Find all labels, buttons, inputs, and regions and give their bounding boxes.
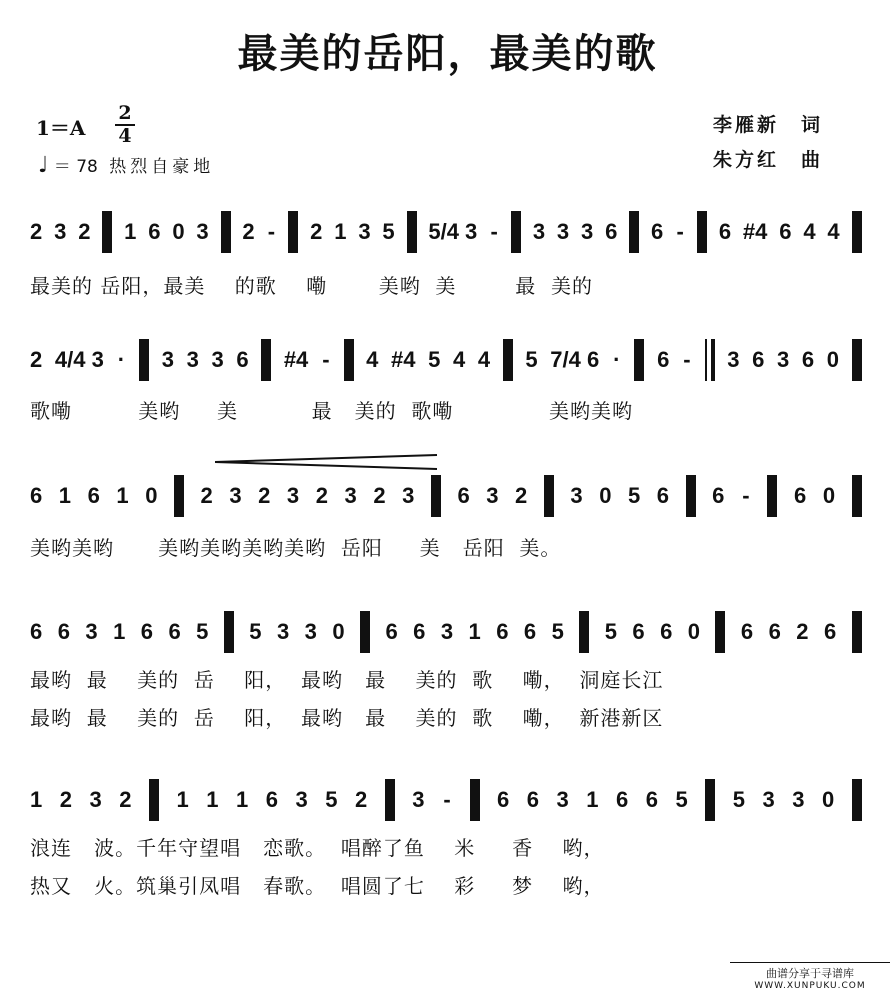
barline <box>470 779 480 821</box>
note: 6 <box>712 483 725 508</box>
note: · <box>117 347 126 372</box>
note: 6 <box>140 619 153 644</box>
note: 0 <box>599 483 612 508</box>
note: 3 <box>344 483 357 508</box>
note: - <box>322 347 330 372</box>
note: 3 <box>286 483 300 508</box>
barline <box>852 611 862 653</box>
note: 3 <box>54 219 67 244</box>
staff-row-5 <box>30 780 862 898</box>
note: 5 <box>382 219 395 244</box>
time-signature <box>115 104 135 146</box>
note: 5 <box>196 619 209 644</box>
lyrics-row-3-line-1: 美哟美哟 美哟美哟美哟美哟 岳阳 美 岳阳 美。 <box>30 536 562 560</box>
note: 2 <box>515 483 528 508</box>
note: - <box>267 219 276 244</box>
note: 1 <box>116 483 129 508</box>
lyrics-row-4-line-1: 最哟 最 美的 岳 阳， 最哟 最 美的 歌 嘞， 洞庭长江 <box>30 668 664 692</box>
tempo-expression: 热烈自豪地 <box>109 157 215 177</box>
lyrics-row-4-line-2: 最哟 最 美的 岳 阳， 最哟 最 美的 歌 嘞， 新港新区 <box>30 706 664 730</box>
note: · <box>613 347 621 372</box>
barline <box>344 339 354 381</box>
note: 5 <box>627 483 641 508</box>
note: 6 <box>168 619 181 644</box>
barline <box>852 339 862 381</box>
note: - <box>676 219 684 244</box>
lyrics-row-5-line-2: 热又 火。筑巢引凤唱 春歌。 唱圆了七 彩 梦 哟， <box>30 874 605 898</box>
note: 3 <box>581 219 594 244</box>
note: 6 <box>632 619 645 644</box>
barline <box>634 339 644 381</box>
barline <box>139 339 149 381</box>
note: 3 <box>776 347 790 372</box>
barline <box>686 475 696 517</box>
staff-row-1 <box>30 212 862 298</box>
note: 5 <box>428 347 441 372</box>
notes-row-4 <box>30 612 862 652</box>
note: 2 <box>310 219 323 244</box>
note: 2 <box>119 787 132 812</box>
note: 6 <box>660 619 673 644</box>
note: 3 <box>89 787 102 812</box>
notes-row-1 <box>30 212 862 252</box>
barline <box>697 211 707 253</box>
key-signature: 1＝A <box>36 116 86 140</box>
note: 6 <box>616 787 629 812</box>
note: - <box>490 219 498 244</box>
note: 2 <box>30 219 43 244</box>
barline <box>579 611 589 653</box>
staff-row-3 <box>30 476 862 560</box>
repeat-sign <box>705 339 715 381</box>
lyrics-row-1-line-1: 最美的 岳阳，最美 的歌 嘞 美哟 美 最 美的 <box>30 274 594 298</box>
note: - <box>443 787 451 812</box>
note: 6 <box>385 619 398 644</box>
note: 6 <box>413 619 426 644</box>
note: 4 <box>453 347 466 372</box>
note: 1 <box>58 483 72 508</box>
footer-url[interactable]: WWW.XUNPUKU.COM <box>754 981 866 991</box>
note: 1 <box>176 787 189 812</box>
note: 6 <box>718 219 732 244</box>
note: 6 <box>497 787 510 812</box>
note: 1 <box>334 219 347 244</box>
composer-credit: 朱方红 曲 <box>713 149 824 171</box>
note: #4 <box>283 347 309 372</box>
note: 3 <box>532 219 546 244</box>
note: 5/4 3 <box>428 219 478 244</box>
tempo-bpm: ＝ 78 <box>53 157 98 177</box>
note: 0 <box>822 787 835 812</box>
note: 5 <box>604 619 617 644</box>
crescendo-wedge <box>215 454 440 470</box>
note: 6 <box>526 787 539 812</box>
note: 1 <box>124 219 137 244</box>
barline <box>407 211 417 253</box>
barline <box>503 339 513 381</box>
note: 6 <box>265 787 278 812</box>
note: 2 <box>355 787 368 812</box>
note: 1 <box>206 787 219 812</box>
note: 0 <box>172 219 185 244</box>
note: 6 <box>656 483 670 508</box>
note: 3 <box>792 787 805 812</box>
note: 2 <box>78 219 91 244</box>
note: 2 <box>315 483 328 508</box>
note: 6 <box>496 619 509 644</box>
note: 6 <box>236 347 249 372</box>
note: 6 <box>657 347 670 372</box>
note: 3 <box>402 483 415 508</box>
barline <box>261 339 271 381</box>
footer-watermark <box>730 962 890 991</box>
note: 3 <box>186 347 199 372</box>
note: 4 <box>477 347 491 372</box>
note: 6 <box>768 619 781 644</box>
note: 3 <box>412 787 425 812</box>
note: 7/4 6 <box>550 347 600 372</box>
note: 5 <box>525 347 538 372</box>
barline <box>544 475 554 517</box>
note: 3 <box>276 619 290 644</box>
barline <box>852 779 862 821</box>
time-signature-top: 2 <box>118 102 132 124</box>
note: 2 <box>242 219 255 244</box>
note: 4 <box>803 219 816 244</box>
barline <box>288 211 298 253</box>
notes-row-2 <box>30 340 862 380</box>
note: 4 <box>366 347 379 372</box>
note: 1 <box>30 787 43 812</box>
note: 6 <box>752 347 765 372</box>
barline <box>385 779 395 821</box>
barline <box>715 611 725 653</box>
note: 6 <box>605 219 618 244</box>
barline <box>174 475 184 517</box>
note: 6 <box>651 219 664 244</box>
note: 1 <box>236 787 249 812</box>
barline <box>431 475 441 517</box>
note: 6 <box>779 219 792 244</box>
barline <box>852 475 862 517</box>
note: 6 <box>30 483 43 508</box>
barline <box>767 475 777 517</box>
barline <box>360 611 370 653</box>
note: 6 <box>457 483 470 508</box>
footer-line-1: 曲谱分享于寻谱库 <box>766 967 854 980</box>
note: 3 <box>295 787 308 812</box>
note: #4 <box>391 347 416 372</box>
barline <box>705 779 715 821</box>
staff-row-4 <box>30 612 862 730</box>
barline <box>224 611 234 653</box>
note: 3 <box>727 347 740 372</box>
tempo-marking <box>38 152 214 178</box>
note: 3 <box>570 483 583 508</box>
barline <box>852 211 862 253</box>
note: 1 <box>586 787 599 812</box>
note: 5 <box>551 619 564 644</box>
note: 6 <box>645 787 658 812</box>
score-title: 最美的岳阳，最美的歌 <box>237 31 658 77</box>
note: 0 <box>826 347 839 372</box>
note: 4/4 3 <box>54 347 104 372</box>
note: - <box>742 483 750 508</box>
note: 3 <box>161 347 174 372</box>
note: 6 <box>57 619 70 644</box>
note: 2 <box>200 483 213 508</box>
note: 6 <box>87 483 100 508</box>
note: 0 <box>145 483 158 508</box>
note: 6 <box>523 619 537 644</box>
note: 0 <box>332 619 345 644</box>
note: 3 <box>556 787 569 812</box>
barline <box>629 211 639 253</box>
note: 6 <box>794 483 807 508</box>
note: 3 <box>762 787 775 812</box>
note: 3 <box>229 483 242 508</box>
notes-row-5 <box>30 780 862 820</box>
note: 0 <box>687 619 700 644</box>
note: 3 <box>440 619 454 644</box>
note: 0 <box>822 483 836 508</box>
barline <box>149 779 159 821</box>
note: 6 <box>823 619 837 644</box>
note: 5 <box>675 787 688 812</box>
note: 3 <box>556 219 570 244</box>
note: 5 <box>249 619 262 644</box>
note: 1 <box>113 619 126 644</box>
note: 6 <box>148 219 161 244</box>
notes-row-3 <box>30 476 862 516</box>
staff-row-2 <box>30 340 862 423</box>
note: 5 <box>325 787 338 812</box>
note: - <box>683 347 691 372</box>
lyricist-credit: 李雁新 词 <box>713 114 824 136</box>
quarter-note-icon: ♩ <box>38 153 49 178</box>
barline <box>221 211 231 253</box>
barline <box>511 211 521 253</box>
note: 2 <box>59 787 72 812</box>
note: 1 <box>468 619 481 644</box>
note: 3 <box>486 483 499 508</box>
note: #4 <box>742 219 768 244</box>
note: 3 <box>304 619 317 644</box>
note: 3 <box>196 219 209 244</box>
note: 6 <box>740 619 754 644</box>
note: 5 <box>732 787 745 812</box>
lyrics-row-5-line-1: 浪连 波。千年守望唱 恋歌。 唱醉了鱼 米 香 哟， <box>30 836 605 860</box>
note: 2 <box>796 619 809 644</box>
note: 6 <box>801 347 815 372</box>
note: 4 <box>827 219 840 244</box>
note: 2 <box>373 483 386 508</box>
barline <box>102 211 112 253</box>
note: 3 <box>211 347 224 372</box>
note: 2 <box>258 483 271 508</box>
lyrics-row-2-line-1: 歌嘞 美哟 美 最 美的 歌嘞 美哟美哟 <box>30 399 634 423</box>
note: 6 <box>30 619 43 644</box>
note: 2 <box>30 347 43 372</box>
time-signature-bottom: 4 <box>118 125 132 147</box>
note: 3 <box>358 219 371 244</box>
note: 3 <box>85 619 98 644</box>
